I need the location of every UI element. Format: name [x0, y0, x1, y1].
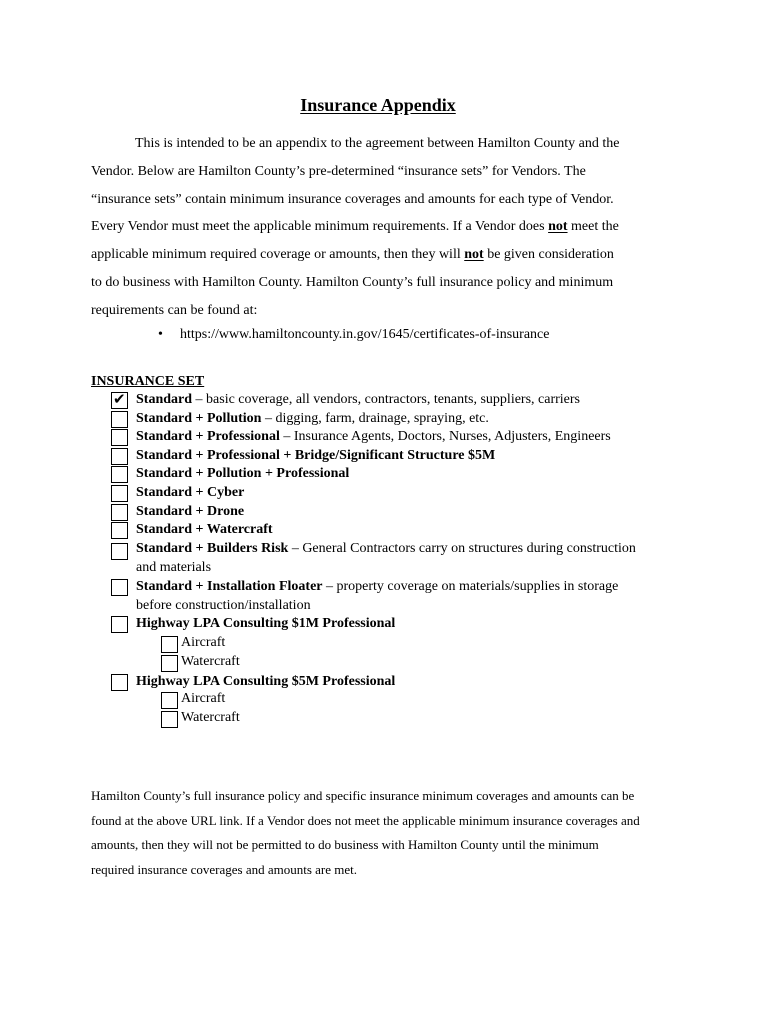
option-label	[136, 465, 349, 484]
option-label	[136, 503, 244, 522]
checkbox-lpa-1m-watercraft[interactable]	[161, 655, 178, 672]
option-label	[136, 673, 395, 692]
footer-line: amounts, then they will not be permitted to do business with Hamilton County until the minimum	[91, 837, 599, 853]
intro-line: “insurance sets” contain minimum insurance coverages and amounts for each type of Vendor.	[91, 191, 614, 207]
checkbox-pollution-professional[interactable]	[111, 466, 128, 483]
bullet-icon: •	[158, 327, 163, 342]
option-name: Highway LPA Consulting $1M Professional	[136, 616, 396, 631]
intro-line: This is intended to be an appendix to the agreement between Hamilton County and the	[135, 136, 620, 151]
option-desc: – basic coverage, all vendors, contractors, tenants, suppliers, carriers	[192, 392, 580, 407]
option-name: Standard + Watercraft	[136, 522, 273, 537]
intro-text: applicable minimum required coverage or amounts, then they will	[91, 247, 465, 263]
option-label	[136, 578, 618, 597]
footer-line: found at the above URL link. If a Vendor does not meet the applicable minimum insurance coverages and	[91, 812, 640, 828]
option-label	[136, 447, 495, 466]
checkbox-lpa-5m-watercraft[interactable]	[161, 711, 178, 728]
checkbox-professional[interactable]	[111, 429, 128, 446]
intro-line: to do business with Hamilton County. Hamilton County’s full insurance policy and minimum	[91, 274, 614, 290]
option-name: Standard	[136, 392, 193, 407]
option-label	[136, 391, 580, 410]
option-name: Standard + Pollution	[136, 411, 262, 426]
footer-line: required insurance coverages and amounts are met.	[91, 862, 358, 878]
sub-option-label: Watercraft	[181, 710, 240, 725]
option-label	[136, 428, 611, 447]
option-label	[136, 410, 489, 429]
sub-option-label: Aircraft	[181, 691, 226, 706]
footer-paragraph	[91, 784, 701, 883]
option-label	[136, 484, 244, 503]
checkbox-standard[interactable]	[111, 392, 128, 409]
intro-text: Every Vendor must meet the applicable minimum requirements. If a Vendor does	[91, 219, 549, 235]
option-name: Standard + Professional + Bridge/Significant Structure $5M	[136, 448, 496, 463]
checkbox-cyber[interactable]	[111, 485, 128, 502]
emphasis-not: not	[464, 247, 484, 263]
checkbox-installation-floater[interactable]	[111, 579, 128, 596]
option-desc-cont: and materials	[136, 559, 212, 575]
intro-text: be given consideration	[483, 247, 614, 263]
intro-line	[91, 241, 691, 269]
checkbox-drone[interactable]	[111, 504, 128, 521]
checkbox-bridge[interactable]	[111, 448, 128, 465]
page-title: Insurance Appendix	[300, 95, 456, 115]
option-name: Highway LPA Consulting $5M Professional	[136, 674, 396, 689]
option-name: Standard + Builders Risk	[136, 541, 289, 556]
option-name: Standard + Drone	[136, 504, 245, 519]
sub-option-label: Watercraft	[181, 654, 240, 669]
url-bullet-item	[158, 327, 549, 343]
option-desc: – property coverage on materials/supplies in storage	[322, 579, 619, 594]
option-name: Standard + Professional	[136, 429, 280, 444]
intro-paragraph	[91, 130, 691, 325]
checkbox-lpa-5m[interactable]	[111, 674, 128, 691]
checkbox-builders-risk[interactable]	[111, 543, 128, 560]
option-desc-cont: before construction/installation	[136, 597, 311, 613]
intro-text: meet the	[567, 219, 619, 235]
option-name: Standard + Pollution + Professional	[136, 466, 350, 481]
footer-line: Hamilton County’s full insurance policy and specific insurance minimum coverages and amounts can be	[91, 788, 635, 803]
option-desc: – digging, farm, drainage, spraying, etc.	[261, 411, 489, 426]
checkbox-watercraft[interactable]	[111, 522, 128, 539]
intro-line: Vendor. Below are Hamilton County’s pre-determined “insurance sets” for Vendors. The	[91, 163, 586, 179]
intro-line	[91, 213, 691, 241]
option-label	[136, 521, 273, 540]
option-name: Standard + Cyber	[136, 485, 245, 500]
insurance-set-heading: INSURANCE SET	[91, 374, 205, 389]
option-desc: – General Contractors carry on structures during construction	[288, 541, 636, 556]
checkbox-pollution[interactable]	[111, 411, 128, 428]
checkbox-lpa-5m-aircraft[interactable]	[161, 692, 178, 709]
option-label	[136, 540, 636, 559]
intro-line: requirements can be found at:	[91, 302, 258, 318]
insurance-url-link[interactable]: https://www.hamiltoncounty.in.gov/1645/certificates-of-insurance	[180, 327, 550, 342]
option-desc: – Insurance Agents, Doctors, Nurses, Adjusters, Engineers	[279, 429, 611, 444]
emphasis-not: not	[548, 219, 568, 235]
sub-option-label: Aircraft	[181, 635, 226, 650]
option-name: Standard + Installation Floater	[136, 579, 323, 594]
checkmark-icon: ✔	[113, 390, 126, 408]
checkbox-lpa-1m[interactable]	[111, 616, 128, 633]
checkbox-lpa-1m-aircraft[interactable]	[161, 636, 178, 653]
option-label	[136, 615, 395, 634]
